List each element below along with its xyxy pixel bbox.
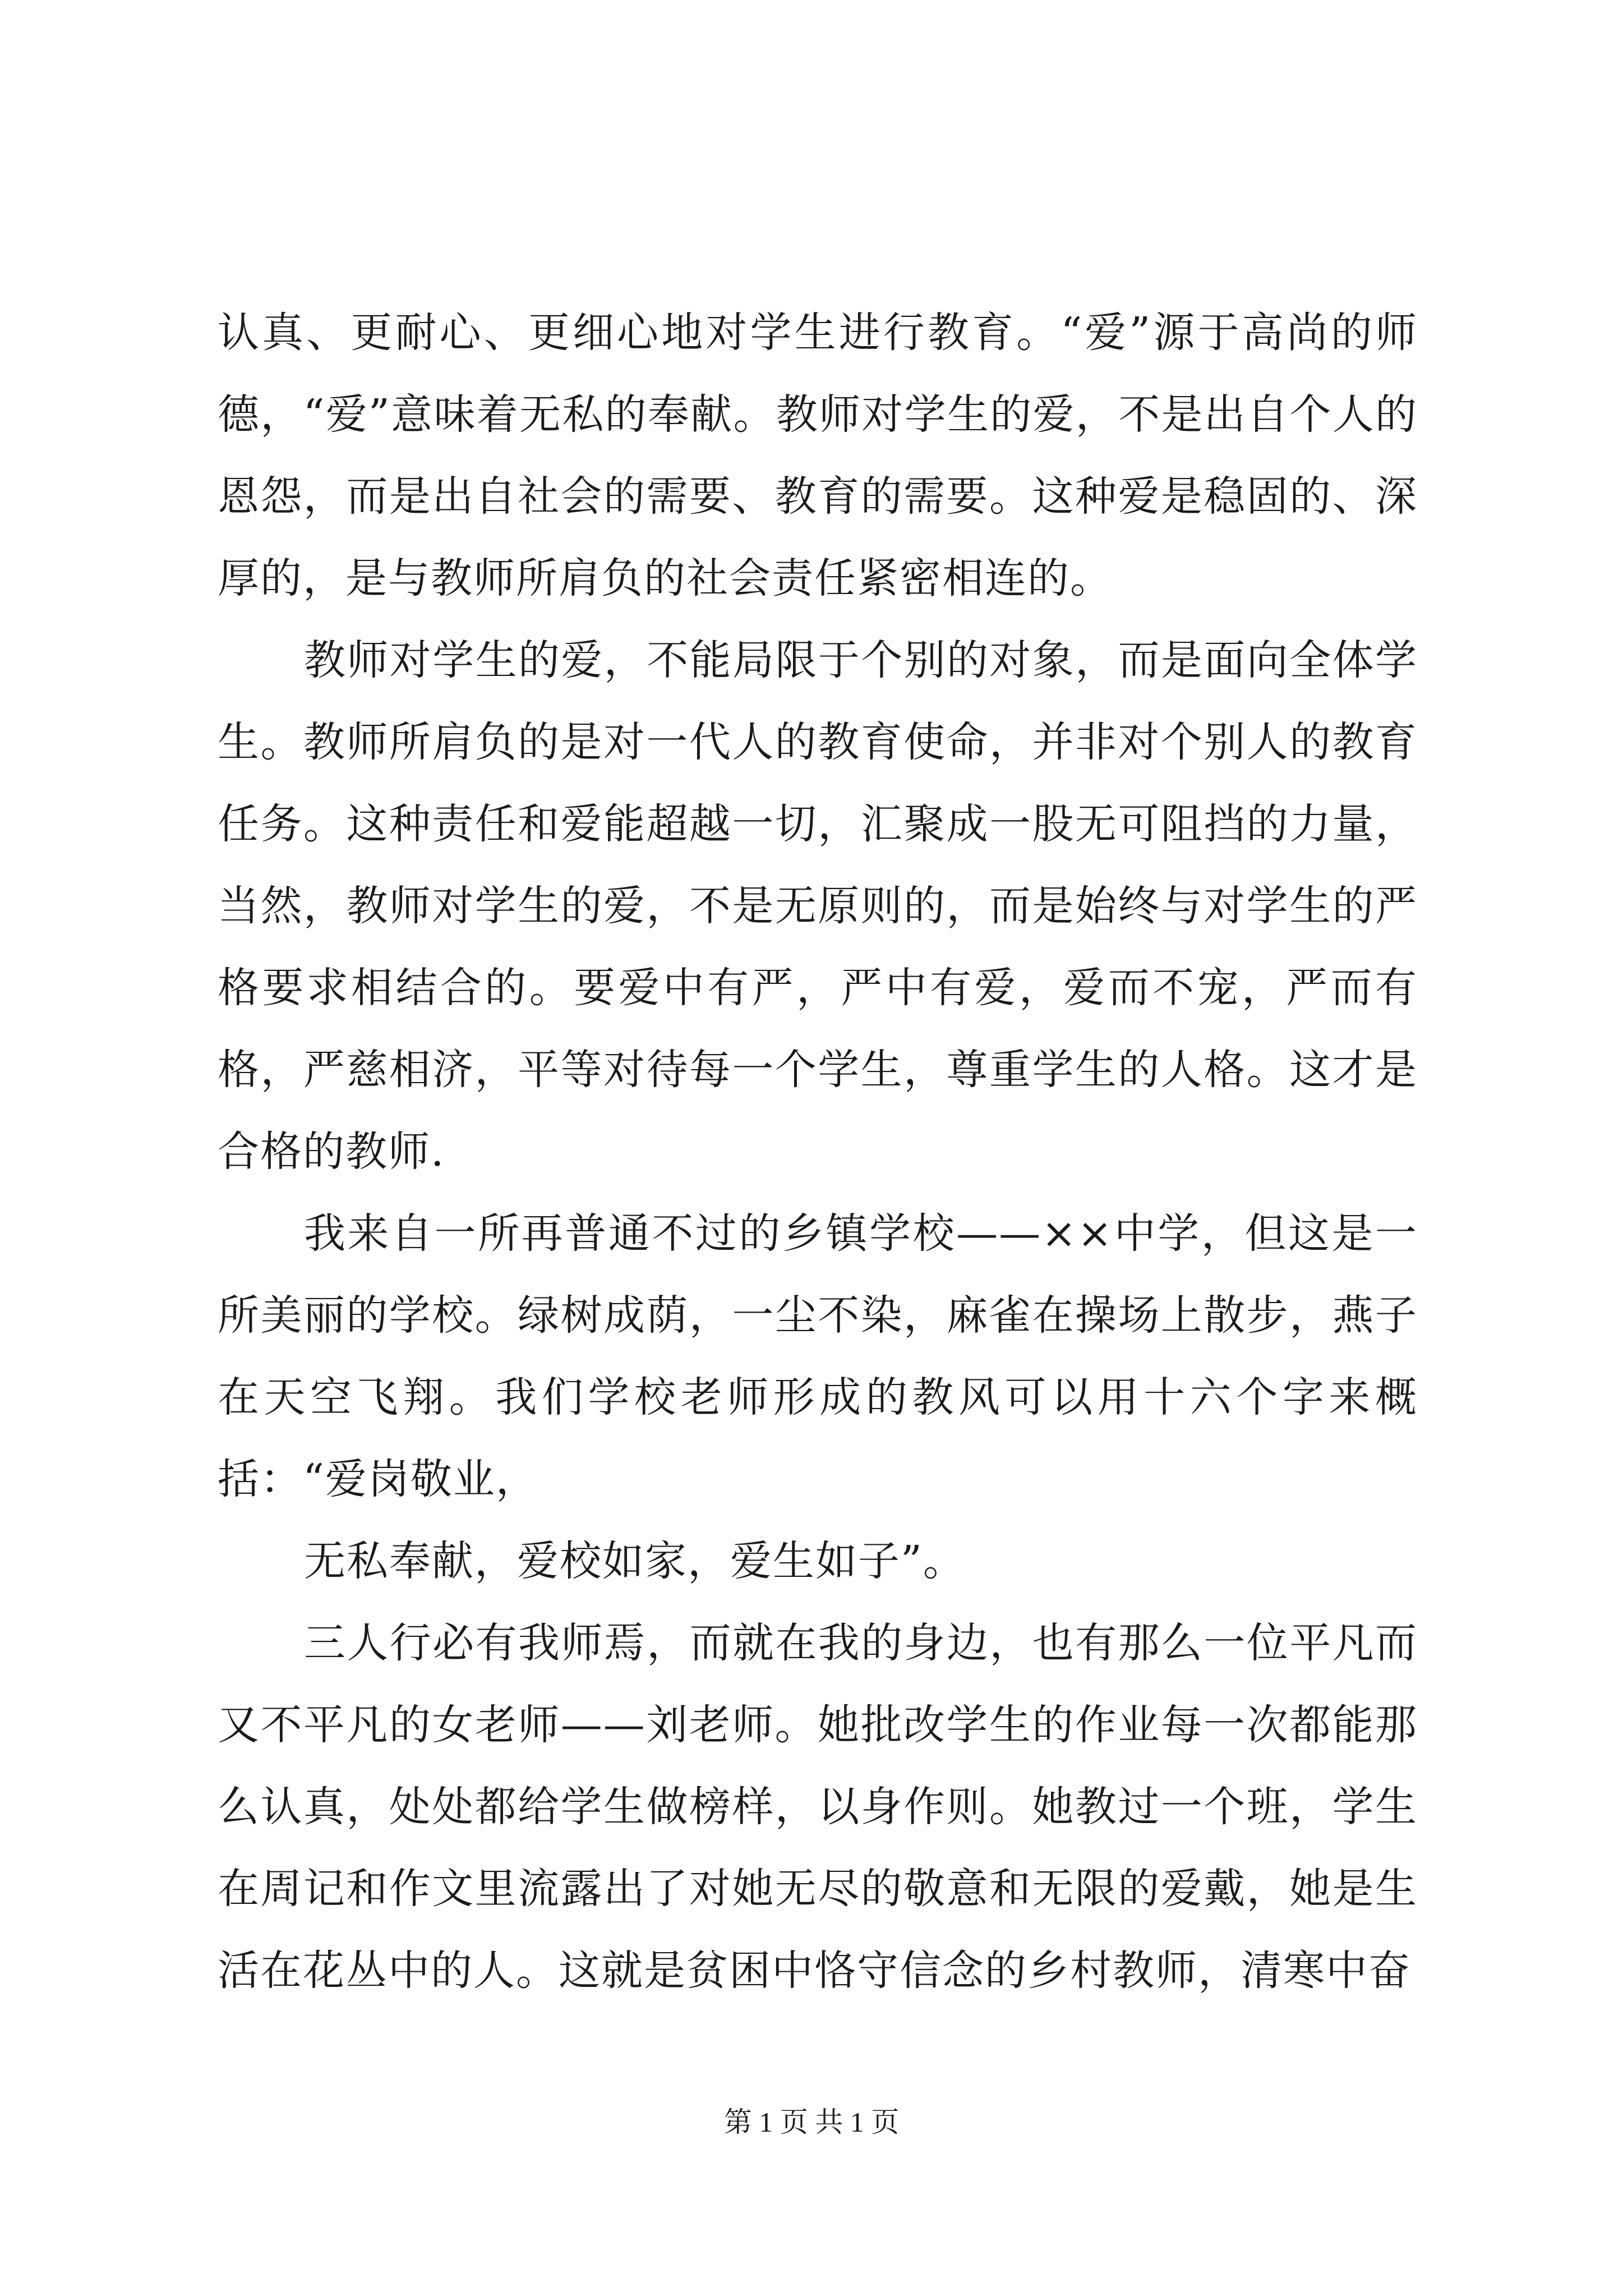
- page-footer: [0, 2102, 1623, 2142]
- paragraph-1: 认真、更耐心、更细心地对学生进行教育。“爱”源于高尚的师德，“爱”意味着无私的奉献。教师对学生的爱，不是出自个人的恩怨，而是出自社会的需要、教育的需要。这种爱是稳固的、深厚的，是与教师所肩负的社会责任紧密相连的。: [218, 309, 1418, 602]
- paragraph-4: 无私奉献，爱校如家，爱生如子”。: [304, 1537, 966, 1585]
- body-text: [218, 292, 1418, 2012]
- paragraph-5: 三人行必有我师焉，而就在我的身边，也有那么一位平凡而又不平凡的女老师——刘老师。她批改学生的作业每一次都能那么认真，处处都给学生做榜样，以身作则。她教过一个班，学生在周记和作文里流露出了对她无尽的敬意和无限的爱戴，她是生活在花丛中的人。这就是贫困中恪守信念的乡村教师，清寒中奋: [218, 1619, 1418, 1995]
- page-number-label: 第 1 页 共 1 页: [723, 2106, 900, 2138]
- paragraph-3: 我来自一所再普通不过的乡镇学校——××中学，但这是一所美丽的学校。绿树成荫，一尘不染，麻雀在操场上散步，燕子在天空飞翔。我们学校老师形成的教风可以用十六个字来概括：“爱岗敬业，: [218, 1209, 1418, 1503]
- paragraph-2: 教师对学生的爱，不能局限于个别的对象，而是面向全体学生。教师所肩负的是对一代人的教育使命，并非对个别人的教育任务。这种责任和爱能超越一切，汇聚成一股无可阻挡的力量，当然，教师对学生的爱，不是无原则的，而是始终与对学生的严格要求相结合的。要爱中有严，严中有爱，爱而不宠，严而有格，严慈相济，平等对待每一个学生，尊重学生的人格。这才是合格的教师.: [218, 636, 1418, 1176]
